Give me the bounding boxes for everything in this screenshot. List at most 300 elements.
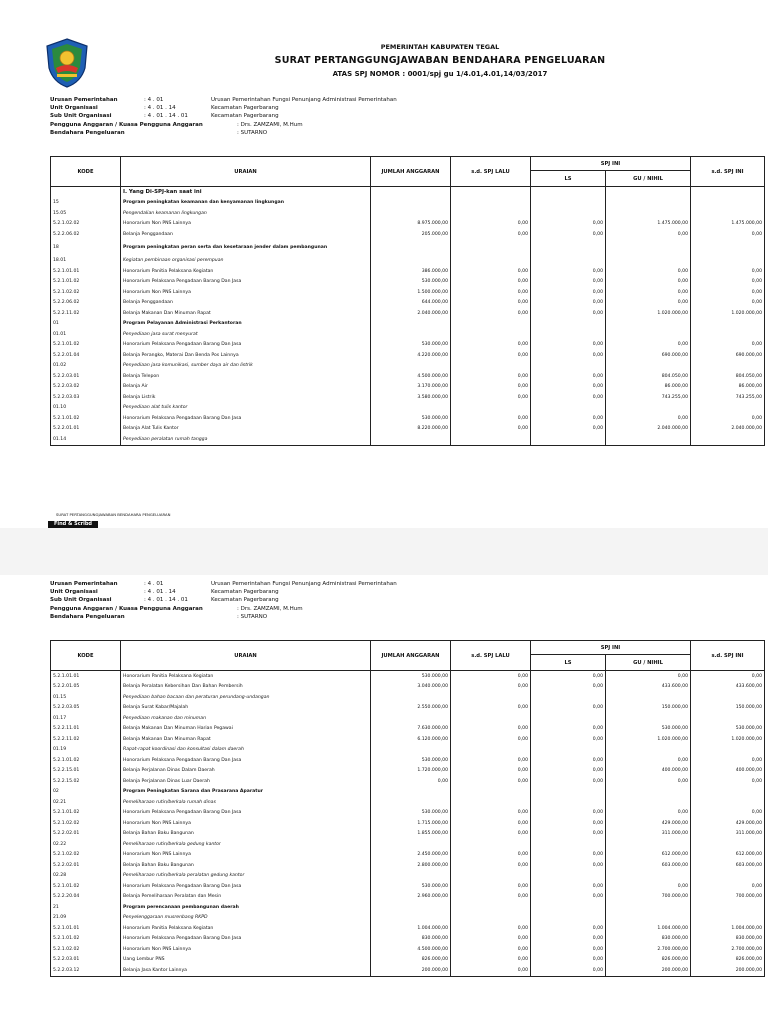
row-uraian: Pemeliharaan rutin/berkala peralatan gedung kantor — [121, 871, 371, 882]
row-sd-spj-ini: 0,00 — [691, 229, 765, 240]
row-uraian: Belanja Jasa Kantor Lainnya — [121, 965, 371, 976]
urusan-desc: Urusan Pemerintahan Fungsi Penunjang Administrasi Pemerintahan — [211, 97, 397, 103]
row-ls — [531, 913, 606, 924]
row-uraian: Belanja Pemeliharaan Peralatan dan Mesin — [121, 892, 371, 903]
row-gu-nihil: 400.000,00 — [606, 766, 691, 777]
row-uraian: Uang Lembur PNS — [121, 955, 371, 966]
row-ls — [531, 692, 606, 703]
row-ls — [531, 434, 606, 445]
row-kode: 5.2.1.02.02 — [51, 287, 121, 298]
row-ls: 0,00 — [531, 298, 606, 309]
kabupaten-tegal-emblem-icon — [45, 38, 89, 88]
table-row — [51, 382, 765, 393]
row-spj-lalu — [451, 839, 531, 850]
row-spj-lalu: 0,00 — [451, 923, 531, 934]
table-row — [51, 256, 765, 267]
table-row — [51, 881, 765, 892]
row-ls: 0,00 — [531, 944, 606, 955]
row-sd-spj-ini: 0,00 — [691, 298, 765, 309]
row-spj-lalu: 0,00 — [451, 881, 531, 892]
row-jumlah-anggaran: 826.000,00 — [371, 955, 451, 966]
row-uraian: Honorarium Non PNS Lainnya — [121, 850, 371, 861]
table-row — [51, 319, 765, 330]
row-uraian: Belanja Perangko, Materai Dan Benda Pos Lainnya — [121, 350, 371, 361]
col-ls: LS — [531, 171, 606, 187]
subunit-desc: Kecamatan Pagerbarang — [211, 113, 279, 120]
col-kode: KODE — [51, 157, 121, 187]
row-ls: 0,00 — [531, 392, 606, 403]
row-kode: 5.2.2.11.02 — [51, 308, 121, 319]
row-kode: 5.2.1.02.02 — [51, 850, 121, 861]
row-jumlah-anggaran — [371, 208, 451, 219]
row-gu-nihil — [606, 256, 691, 267]
row-gu-nihil — [606, 208, 691, 219]
row-sd-spj-ini: 0,00 — [691, 755, 765, 766]
row-gu-nihil — [606, 839, 691, 850]
row-gu-nihil: 0,00 — [606, 808, 691, 819]
row-sd-spj-ini: 2.700.000,00 — [691, 944, 765, 955]
row-uraian: Penyediaan bahan bacaan dan peraturan perundang-undangan — [121, 692, 371, 703]
row-spj-lalu — [451, 745, 531, 756]
row-ls — [531, 902, 606, 913]
row-kode: 5.2.1.01.01 — [51, 923, 121, 934]
table-body-page-1 — [51, 187, 765, 446]
unit-label: Unit Organisasi — [50, 589, 98, 596]
table-row — [51, 913, 765, 924]
row-kode: 5.2.2.01.01 — [51, 424, 121, 435]
col-spj-ini: SPJ INI — [531, 157, 691, 171]
row-kode: 01.19 — [51, 745, 121, 756]
urusan-desc: Urusan Pemerintahan Fungsi Penunjang Administrasi Pemerintahan — [211, 581, 397, 587]
row-uraian: Honorarium Panitia Pelaksana Kegiatan — [121, 671, 371, 682]
row-spj-lalu: 0,00 — [451, 934, 531, 945]
row-ls — [531, 839, 606, 850]
table-row — [51, 308, 765, 319]
table-row — [51, 219, 765, 230]
row-ls: 0,00 — [531, 308, 606, 319]
row-gu-nihil — [606, 198, 691, 209]
row-jumlah-anggaran: 530.000,00 — [371, 808, 451, 819]
row-sd-spj-ini: 311.000,00 — [691, 829, 765, 840]
row-gu-nihil: 612.000,00 — [606, 850, 691, 861]
row-sd-spj-ini — [691, 871, 765, 882]
row-gu-nihil — [606, 403, 691, 414]
row-uraian: Program peningkatan keamanan dan kenyamanan lingkungan — [121, 198, 371, 209]
scribd-badge[interactable]: Find & Scribd — [48, 521, 98, 528]
row-kode — [51, 187, 121, 198]
table-row — [51, 240, 765, 256]
row-kode: 5.2.2.01.05 — [51, 682, 121, 693]
row-sd-spj-ini: 150.000,00 — [691, 703, 765, 714]
row-jumlah-anggaran: 2.450.000,00 — [371, 850, 451, 861]
row-jumlah-anggaran: 1.500.000,00 — [371, 287, 451, 298]
row-ls: 0,00 — [531, 371, 606, 382]
row-jumlah-anggaran: 1.004.000,00 — [371, 923, 451, 934]
row-gu-nihil — [606, 319, 691, 330]
row-jumlah-anggaran — [371, 871, 451, 882]
table-row — [51, 187, 765, 198]
row-kode: 21.09 — [51, 913, 121, 924]
row-kode: 5.2.1.01.02 — [51, 755, 121, 766]
row-kode: 5.2.2.02.01 — [51, 860, 121, 871]
row-uraian: Honorarium Pelaksana Pengadaan Barang Dan Jasa — [121, 755, 371, 766]
row-spj-lalu — [451, 871, 531, 882]
col-uraian: URAIAN — [121, 641, 371, 671]
row-ls — [531, 361, 606, 372]
row-kode: 5.2.2.15.01 — [51, 766, 121, 777]
row-gu-nihil: 700.000,00 — [606, 892, 691, 903]
col-jumlah: JUMLAH ANGGARAN — [371, 641, 451, 671]
row-ls: 0,00 — [531, 934, 606, 945]
table-row — [51, 944, 765, 955]
row-spj-lalu — [451, 361, 531, 372]
table-row — [51, 745, 765, 756]
row-uraian: Penyelenggaraan musrenbang RKPD — [121, 913, 371, 924]
row-jumlah-anggaran — [371, 319, 451, 330]
table-row — [51, 329, 765, 340]
row-uraian: Penyediaan makanan dan minuman — [121, 713, 371, 724]
row-spj-lalu: 0,00 — [451, 829, 531, 840]
row-spj-lalu — [451, 913, 531, 924]
row-kode: 5.2.1.01.02 — [51, 881, 121, 892]
row-jumlah-anggaran: 530.000,00 — [371, 881, 451, 892]
row-kode: 5.2.1.01.02 — [51, 808, 121, 819]
row-ls: 0,00 — [531, 755, 606, 766]
row-spj-lalu — [451, 187, 531, 198]
row-gu-nihil — [606, 797, 691, 808]
row-sd-spj-ini: 700.000,00 — [691, 892, 765, 903]
row-jumlah-anggaran: 386.000,00 — [371, 266, 451, 277]
row-uraian: Pemeliharaan rutin/berkala rumah dinas — [121, 797, 371, 808]
row-spj-lalu: 0,00 — [451, 860, 531, 871]
table-row — [51, 692, 765, 703]
row-uraian: Penyediaan jasa komunikasi, sumber daya air dan listrik — [121, 361, 371, 372]
table-row — [51, 682, 765, 693]
row-sd-spj-ini: 530.000,00 — [691, 724, 765, 735]
row-sd-spj-ini: 612.000,00 — [691, 850, 765, 861]
row-jumlah-anggaran: 4.500.000,00 — [371, 371, 451, 382]
table-row — [51, 277, 765, 288]
col-spj-lalu: s.d. SPJ LALU — [451, 157, 531, 187]
urusan-code: : 4 . 01 — [144, 581, 164, 587]
row-spj-lalu: 0,00 — [451, 350, 531, 361]
row-kode: 5.2.2.15.02 — [51, 776, 121, 787]
table-body-page-2 — [51, 671, 765, 977]
row-sd-spj-ini: 2.040.000,00 — [691, 424, 765, 435]
row-gu-nihil — [606, 361, 691, 372]
col-sd-spj-ini: s.d. SPJ INI — [691, 641, 765, 671]
row-uraian: Honorarium Non PNS Lainnya — [121, 219, 371, 230]
row-uraian: Belanja Makanan Dan Minuman Rapat — [121, 734, 371, 745]
row-sd-spj-ini: 830.000,00 — [691, 934, 765, 945]
row-jumlah-anggaran — [371, 787, 451, 798]
row-spj-lalu: 0,00 — [451, 755, 531, 766]
row-sd-spj-ini — [691, 902, 765, 913]
row-sd-spj-ini: 86.000,00 — [691, 382, 765, 393]
table-row — [51, 361, 765, 372]
row-kode: 02 — [51, 787, 121, 798]
document-page-2 — [0, 575, 768, 1024]
row-ls: 0,00 — [531, 965, 606, 976]
row-gu-nihil: 0,00 — [606, 277, 691, 288]
row-gu-nihil — [606, 187, 691, 198]
row-kode: 18.01 — [51, 256, 121, 267]
row-ls: 0,00 — [531, 413, 606, 424]
row-spj-lalu: 0,00 — [451, 965, 531, 976]
row-kode: 02.21 — [51, 797, 121, 808]
row-gu-nihil: 2.040.000,00 — [606, 424, 691, 435]
row-uraian: Honorarium Non PNS Lainnya — [121, 287, 371, 298]
col-spj-ini: SPJ INI — [531, 641, 691, 655]
table-row — [51, 934, 765, 945]
row-ls — [531, 187, 606, 198]
row-spj-lalu: 0,00 — [451, 766, 531, 777]
table-row — [51, 434, 765, 445]
row-ls: 0,00 — [531, 671, 606, 682]
col-sd-spj-ini: s.d. SPJ INI — [691, 157, 765, 187]
row-uraian: Penyediaan peralatan rumah tangga — [121, 434, 371, 445]
row-uraian: Honorarium Pelaksana Pengadaan Barang Dan Jasa — [121, 277, 371, 288]
pengguna-label: Pengguna Anggaran / Kuasa Pengguna Anggaran — [50, 121, 203, 128]
row-uraian: Penyediaan jasa surat menyurat — [121, 329, 371, 340]
row-spj-lalu — [451, 329, 531, 340]
row-uraian: Belanja Telepon — [121, 371, 371, 382]
row-jumlah-anggaran — [371, 240, 451, 256]
row-spj-lalu: 0,00 — [451, 229, 531, 240]
row-uraian: Pemeliharaan rutin/berkala gedung kantor — [121, 839, 371, 850]
row-jumlah-anggaran — [371, 187, 451, 198]
row-spj-lalu: 0,00 — [451, 776, 531, 787]
row-ls: 0,00 — [531, 266, 606, 277]
row-sd-spj-ini — [691, 329, 765, 340]
row-spj-lalu — [451, 787, 531, 798]
row-kode: 5.2.2.03.05 — [51, 703, 121, 714]
table-row — [51, 403, 765, 414]
row-kode: 5.2.2.06.02 — [51, 298, 121, 309]
row-uraian: Honorarium Non PNS Lainnya — [121, 944, 371, 955]
row-sd-spj-ini — [691, 434, 765, 445]
row-ls: 0,00 — [531, 776, 606, 787]
unit-desc: Kecamatan Pagerbarang — [211, 589, 279, 596]
row-uraian: Program peningkatan peran serta dan kesetaraan jender dalam pembangunan — [121, 240, 371, 256]
row-kode: 01.01 — [51, 329, 121, 340]
row-gu-nihil: 0,00 — [606, 755, 691, 766]
row-jumlah-anggaran: 3.040.000,00 — [371, 682, 451, 693]
row-spj-lalu: 0,00 — [451, 382, 531, 393]
row-uraian: Belanja Bahan Baku Bangunan — [121, 860, 371, 871]
row-gu-nihil: 311.000,00 — [606, 829, 691, 840]
row-spj-lalu — [451, 240, 531, 256]
subunit-desc: Kecamatan Pagerbarang — [211, 597, 279, 604]
row-kode: 5.2.1.02.02 — [51, 219, 121, 230]
row-gu-nihil: 0,00 — [606, 287, 691, 298]
row-ls — [531, 319, 606, 330]
row-gu-nihil: 1.475.000,00 — [606, 219, 691, 230]
table-row — [51, 371, 765, 382]
table-row — [51, 902, 765, 913]
row-sd-spj-ini: 433.600,00 — [691, 682, 765, 693]
row-gu-nihil: 0,00 — [606, 413, 691, 424]
row-sd-spj-ini — [691, 787, 765, 798]
table-row — [51, 350, 765, 361]
row-gu-nihil — [606, 434, 691, 445]
row-kode: 5.2.1.02.02 — [51, 944, 121, 955]
row-spj-lalu — [451, 797, 531, 808]
row-gu-nihil: 603.000,00 — [606, 860, 691, 871]
row-sd-spj-ini: 0,00 — [691, 413, 765, 424]
row-uraian: Rapat-rapat koordinasi dan konsultasi dalam daerah — [121, 745, 371, 756]
row-ls — [531, 797, 606, 808]
row-kode: 5.2.2.03.01 — [51, 371, 121, 382]
row-ls: 0,00 — [531, 808, 606, 819]
row-sd-spj-ini — [691, 319, 765, 330]
row-sd-spj-ini: 0,00 — [691, 776, 765, 787]
row-sd-spj-ini: 0,00 — [691, 287, 765, 298]
row-uraian: Honorarium Non PNS Lainnya — [121, 818, 371, 829]
row-jumlah-anggaran: 530.000,00 — [371, 277, 451, 288]
subunit-code: : 4 . 01 . 14 . 01 — [144, 113, 188, 120]
row-ls: 0,00 — [531, 850, 606, 861]
row-sd-spj-ini — [691, 361, 765, 372]
row-uraian: Honorarium Pelaksana Pengadaan Barang Dan Jasa — [121, 808, 371, 819]
page-footer: SURAT PERTANGGUNGJAWABAN BENDAHARA PENGELUARAN — [56, 512, 171, 517]
row-sd-spj-ini: 0,00 — [691, 671, 765, 682]
row-ls: 0,00 — [531, 955, 606, 966]
row-sd-spj-ini — [691, 745, 765, 756]
row-jumlah-anggaran: 530.000,00 — [371, 340, 451, 351]
row-gu-nihil: 690.000,00 — [606, 350, 691, 361]
row-ls: 0,00 — [531, 219, 606, 230]
table-row — [51, 755, 765, 766]
row-spj-lalu: 0,00 — [451, 892, 531, 903]
row-spj-lalu — [451, 319, 531, 330]
pengguna-label: Pengguna Anggaran / Kuasa Pengguna Anggaran — [50, 605, 203, 612]
row-gu-nihil — [606, 902, 691, 913]
row-jumlah-anggaran: 6.120.000,00 — [371, 734, 451, 745]
row-gu-nihil: 0,00 — [606, 881, 691, 892]
row-jumlah-anggaran: 530.000,00 — [371, 671, 451, 682]
row-kode: 5.2.2.03.02 — [51, 382, 121, 393]
row-spj-lalu — [451, 434, 531, 445]
row-kode: 01 — [51, 319, 121, 330]
row-ls: 0,00 — [531, 881, 606, 892]
table-row — [51, 850, 765, 861]
row-spj-lalu: 0,00 — [451, 734, 531, 745]
row-gu-nihil: 0,00 — [606, 298, 691, 309]
row-gu-nihil: 86.000,00 — [606, 382, 691, 393]
table-row — [51, 713, 765, 724]
table-row — [51, 766, 765, 777]
row-sd-spj-ini — [691, 797, 765, 808]
row-ls — [531, 329, 606, 340]
row-jumlah-anggaran — [371, 329, 451, 340]
row-ls — [531, 240, 606, 256]
row-ls: 0,00 — [531, 724, 606, 735]
table-row — [51, 797, 765, 808]
table-row — [51, 776, 765, 787]
row-uraian: Belanja Surat Kabar/Majalah — [121, 703, 371, 714]
col-kode: KODE — [51, 641, 121, 671]
spj-number: ATAS SPJ NOMOR : 0001/spj gu 1/4.01,4.01,14/03/2017 — [332, 70, 548, 78]
row-jumlah-anggaran: 2.960.000,00 — [371, 892, 451, 903]
row-sd-spj-ini: 1.004.000,00 — [691, 923, 765, 934]
subunit-label: Sub Unit Organisasi — [50, 113, 112, 120]
row-jumlah-anggaran — [371, 361, 451, 372]
row-spj-lalu — [451, 208, 531, 219]
row-ls: 0,00 — [531, 350, 606, 361]
row-jumlah-anggaran — [371, 797, 451, 808]
table-row — [51, 229, 765, 240]
row-uraian: I. Yang Di-SPJ-kan saat ini — [121, 187, 371, 198]
row-uraian: Belanja Perjalanan Dinas Dalam Daerah — [121, 766, 371, 777]
row-uraian: Penyediaan alat tulis kantor — [121, 403, 371, 414]
row-kode: 02.28 — [51, 871, 121, 882]
row-spj-lalu: 0,00 — [451, 424, 531, 435]
row-ls: 0,00 — [531, 703, 606, 714]
row-uraian: Belanja Peralatan Kebersihan Dan Bahan Pembersih — [121, 682, 371, 693]
row-spj-lalu: 0,00 — [451, 682, 531, 693]
row-jumlah-anggaran: 3.580.000,00 — [371, 392, 451, 403]
row-spj-lalu: 0,00 — [451, 287, 531, 298]
row-gu-nihil: 804.050,00 — [606, 371, 691, 382]
row-kode: 01.17 — [51, 713, 121, 724]
row-uraian: Honorarium Pelaksana Pengadaan Barang Dan Jasa — [121, 934, 371, 945]
row-sd-spj-ini: 0,00 — [691, 881, 765, 892]
table-row — [51, 860, 765, 871]
row-jumlah-anggaran: 8.975.000,00 — [371, 219, 451, 230]
table-row — [51, 413, 765, 424]
urusan-label: Urusan Pemerintahan — [50, 97, 118, 103]
row-uraian: Belanja Makanan Dan Minuman Rapat — [121, 308, 371, 319]
row-gu-nihil — [606, 240, 691, 256]
row-spj-lalu: 0,00 — [451, 308, 531, 319]
table-row — [51, 734, 765, 745]
table-row — [51, 787, 765, 798]
row-uraian: Pengendalian keamanan lingkungan — [121, 208, 371, 219]
row-kode: 5.2.2.06.02 — [51, 229, 121, 240]
row-sd-spj-ini: 804.050,00 — [691, 371, 765, 382]
table-row — [51, 724, 765, 735]
row-jumlah-anggaran: 1.720.000,00 — [371, 766, 451, 777]
col-ls: LS — [531, 655, 606, 671]
row-jumlah-anggaran — [371, 913, 451, 924]
table-row — [51, 208, 765, 219]
unit-code: : 4 . 01 . 14 — [144, 105, 176, 112]
row-kode: 5.2.1.01.02 — [51, 934, 121, 945]
row-sd-spj-ini: 743.255,00 — [691, 392, 765, 403]
row-uraian: Belanja Bahan Baku Bangunan — [121, 829, 371, 840]
row-spj-lalu: 0,00 — [451, 266, 531, 277]
row-kode: 15 — [51, 198, 121, 209]
row-gu-nihil: 200.000,00 — [606, 965, 691, 976]
row-uraian: Belanja Perjalanan Dinas Luar Daerah — [121, 776, 371, 787]
table-row — [51, 808, 765, 819]
row-gu-nihil: 0,00 — [606, 266, 691, 277]
row-jumlah-anggaran — [371, 256, 451, 267]
row-kode: 5.2.1.01.02 — [51, 413, 121, 424]
row-gu-nihil: 0,00 — [606, 776, 691, 787]
row-ls — [531, 198, 606, 209]
row-ls: 0,00 — [531, 829, 606, 840]
row-uraian: Honorarium Pelaksana Pengadaan Barang Dan Jasa — [121, 881, 371, 892]
row-ls: 0,00 — [531, 382, 606, 393]
row-ls — [531, 787, 606, 798]
row-uraian: Honorarium Pelaksana Pengadaan Barang Dan Jasa — [121, 340, 371, 351]
row-kode: 15.05 — [51, 208, 121, 219]
row-uraian: Belanja Listrik — [121, 392, 371, 403]
row-sd-spj-ini: 200.000,00 — [691, 965, 765, 976]
row-sd-spj-ini — [691, 240, 765, 256]
